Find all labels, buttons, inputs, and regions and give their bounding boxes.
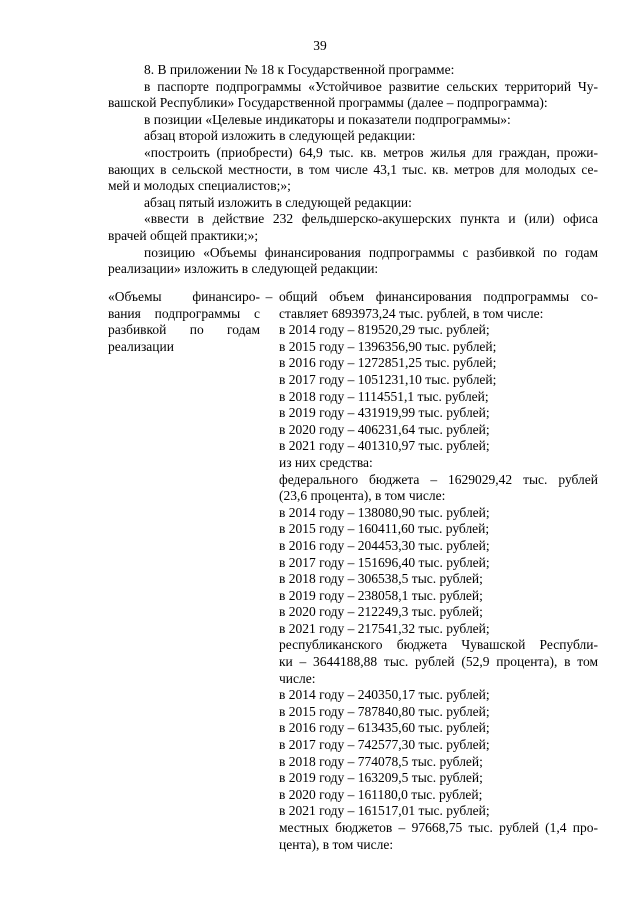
right-cell-line: в 2020 году – 212249,3 тыс. рублей; (279, 604, 483, 620)
page-number: 39 (313, 38, 327, 53)
right-cell-line: в 2017 году – 151696,40 тыс. рублей; (279, 554, 490, 570)
right-cell-line: (23,6 процента), в том числе: (279, 488, 446, 504)
right-cell-line: в 2019 году – 238058,1 тыс. рублей; (279, 587, 483, 603)
left-cell-line: реализации (108, 338, 174, 354)
right-cell-line: в 2017 году – 742577,30 тыс. рублей; (279, 737, 490, 753)
paragraph-line: вашской Республики» Государственной программы (далее – подпрограмма): (108, 95, 548, 111)
paragraph-line: реализации» изложить в следующей редакции: (108, 261, 379, 277)
paragraph-line: врачей общей практики;»; (108, 227, 259, 243)
right-cell-line: ставляет 6893973,24 тыс. рублей, в том числе: (279, 305, 544, 321)
left-cell-line: вания подпрограммы с (108, 305, 260, 321)
right-cell-line: в 2021 году – 161517,01 тыс. рублей; (279, 803, 490, 819)
paragraph-line: в позиции «Целевые индикаторы и показатели подпрограммы»: (144, 111, 511, 127)
right-cell-line: в 2016 году – 204453,30 тыс. рублей; (279, 537, 490, 553)
paragraph-line: вающих в сельской местности, в том числе 43,1 тыс. кв. метров для молодых се- (108, 161, 598, 177)
paragraph-line: в паспорте подпрограммы «Устойчивое развитие сельских территорий Чу- (144, 78, 598, 94)
right-cell-line: республиканского бюджета Чувашской Республи- (279, 637, 598, 653)
position-name-cell (108, 289, 260, 355)
right-cell-line: в 2015 году – 787840,80 тыс. рублей; (279, 703, 490, 719)
position-value-cell (279, 289, 598, 853)
right-cell-line: в 2018 году – 1114551,1 тыс. рублей; (279, 388, 489, 404)
right-cell-line: в 2014 году – 240350,17 тыс. рублей; (279, 687, 490, 703)
right-cell-line: в 2020 году – 406231,64 тыс. рублей; (279, 421, 490, 437)
separator-dash: – (265, 289, 273, 304)
right-cell-line: в 2018 году – 774078,5 тыс. рублей; (279, 753, 483, 769)
intro-text (108, 62, 598, 278)
right-cell-line: в 2021 году – 217541,32 тыс. рублей; (279, 620, 490, 636)
paragraph-line: абзац второй изложить в следующей редакции: (144, 128, 416, 144)
right-cell-line: в 2015 году – 1396356,90 тыс. рублей; (279, 338, 497, 354)
right-cell-line: местных бюджетов – 97668,75 тыс. рублей (1,4 про- (279, 820, 598, 835)
right-cell-line: в 2017 году – 1051231,10 тыс. рублей; (279, 371, 497, 387)
paragraph-line: абзац пятый изложить в следующей редакции: (144, 194, 412, 210)
right-cell-line: федерального бюджета – 1629029,42 тыс. рублей (279, 471, 598, 487)
right-cell-line: в 2019 году – 163209,5 тыс. рублей; (279, 770, 483, 786)
right-cell-line: числе: (279, 670, 316, 686)
right-cell-line: общий объем финансирования подпрограммы со- (279, 289, 598, 304)
paragraph-line: позицию «Объемы финансирования подпрограммы с разбивкой по годам (144, 244, 598, 260)
right-cell-line: в 2020 году – 161180,0 тыс. рублей; (279, 786, 483, 802)
right-cell-line: в 2015 году – 160411,60 тыс. рублей; (279, 521, 490, 537)
paragraph-line: мей и молодых специалистов;»; (108, 178, 291, 194)
right-cell-line: в 2019 году – 431919,99 тыс. рублей; (279, 405, 490, 421)
right-cell-line: в 2016 году – 613435,60 тыс. рублей; (279, 720, 490, 736)
paragraph-line: «построить (приобрести) 64,9 тыс. кв. метров жилья для граждан, прожи- (144, 144, 598, 160)
right-cell-line: в 2014 году – 819520,29 тыс. рублей; (279, 322, 490, 338)
left-cell-line: «Объемы финансиро- (108, 289, 260, 304)
right-cell-line: цента), в том числе: (279, 836, 394, 852)
paragraph-line: 8. В приложении № 18 к Государственной программе: (144, 62, 455, 77)
right-cell-line: в 2014 году – 138080,90 тыс. рублей; (279, 504, 490, 520)
right-cell-line: из них средства: (279, 454, 373, 470)
right-cell-line: в 2021 году – 401310,97 тыс. рублей; (279, 438, 490, 454)
left-cell-line: разбивкой по годам (108, 322, 260, 338)
right-cell-line: в 2018 году – 306538,5 тыс. рублей; (279, 571, 483, 587)
paragraph-line: «ввести в действие 232 фельдшерско-акушерских пункта и (или) офиса (144, 211, 598, 227)
right-cell-line: в 2016 году – 1272851,25 тыс. рублей; (279, 355, 497, 371)
right-cell-line: ки – 3644188,88 тыс. рублей (52,9 процента), в том (279, 654, 598, 670)
